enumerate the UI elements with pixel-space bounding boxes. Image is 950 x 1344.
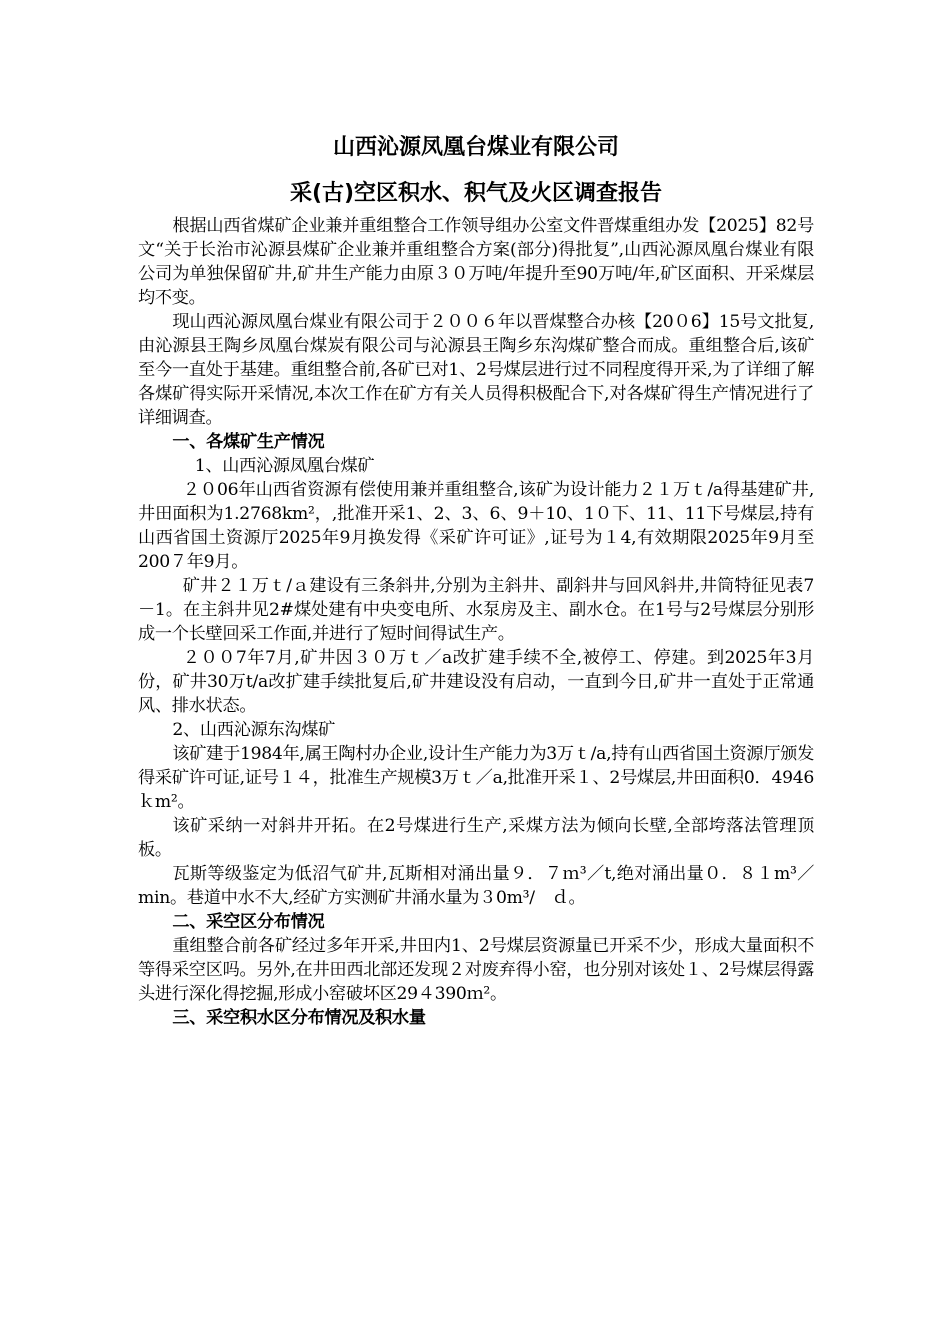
paragraph-intro: 根据山西省煤矿企业兼并重组整合工作领导组办公室文件晋煤重组办发【2025】82号文“关于长治市沁源县煤矿企业兼并重组整合方案(部分)得批复”,山西沁源凤凰台煤业有限公司为单独保留矿井,矿井生产能力由原３０万吨/年提升至90万吨/年,矿区面积、开采煤层均不变。 — [138, 216, 814, 308]
document-title: 山西沁源凤凰台煤业有限公司 — [332, 135, 619, 160]
paragraph-mine1-shafts: 矿井２１万ｔ/ａ建设有三条斜井,分别为主斜井、副斜井与回风斜井,井筒特征见表7－1。在主斜井见2#煤处建有中央变电所、水泵房及主、副水仓。在1号与2号煤层分别形成一个长壁回采工作面,并进行了短时间得试生产。 — [138, 576, 814, 644]
subsection-heading-2: 2、山西沁源东沟煤矿 — [172, 720, 336, 740]
paragraph-mine1-license: ２０06年山西省资源有偿使用兼并重组整合,该矿为设计能力２１万ｔ/a得基建矿井,井田面积为1.2768km²，,批准开采1、2、3、6、9＋10、1０下、11、11下号煤层,持有山西省国土资源厅2025年9月换发得《采矿许可证》,证号为１4,有效期限2025年9月至200７年9月。 — [138, 480, 814, 572]
paragraph-background: 现山西沁源凤凰台煤业有限公司于２００６年以晋煤整合办核【20０6】15号文批复,由沁源县王陶乡凤凰台煤炭有限公司与沁源县王陶乡东沟煤矿整合而成。重组整合后,该矿至今一直处于基建。重组整合前,各矿已对1、2号煤层进行过不同程度得开采,为了详细了解各煤矿得实际开采情况,本次工作在矿方有关人员得积极配合下,对各煤矿得生产情况进行了详细调查。 — [138, 312, 814, 428]
document-subtitle: 采(古)空区积水、积气及火区调查报告 — [289, 181, 663, 206]
paragraph-mine1-status: ２００7年7月,矿井因３０万ｔ／a改扩建手续不全,被停工、停建。到2025年3月份，矿井30万t/a改扩建手续批复后,矿井建设没有启动，一直到今日,矿井一直处于正常通风、排水状态。 — [138, 648, 814, 716]
document-page — [138, 128, 814, 1030]
subsection-heading-1: 1、山西沁源凤凰台煤矿 — [194, 456, 375, 476]
section-heading-1: 一、各煤矿生产情况 — [172, 432, 325, 452]
paragraph-mine2-method: 该矿采纳一对斜井开拓。在2号煤进行生产,采煤方法为倾向长壁,全部垮落法管理顶板。 — [138, 816, 814, 860]
paragraph-mine2-gas: 瓦斯等级鉴定为低沼气矿井,瓦斯相对涌出量９．７ｍ³／t,绝对涌出量０．８１m³／min。巷道中水不大,经矿方实测矿井涌水量为３0m³/ ｄ。 — [138, 864, 814, 908]
section-heading-3: 三、采空积水区分布情况及积水量 — [172, 1008, 426, 1028]
section-heading-2: 二、采空区分布情况 — [172, 912, 325, 932]
paragraph-mine2-license: 该矿建于1984年,属王陶村办企业,设计生产能力为3万ｔ/a,持有山西省国土资源厅颁发得采矿许可证,证号１４，批准生产规模3万ｔ／a,批准开采１、2号煤层,井田面积0．4946ｋm²。 — [138, 744, 814, 812]
paragraph-goaf-distribution: 重组整合前各矿经过多年开采,井田内1、2号煤层资源量已开采不少，形成大量面积不等得采空区吗。另外,在井田西北部还发现２对废弃得小窑，也分别对该处１、2号煤层得露头进行深化得挖掘,形成小窑破坏区29４390ｍ²。 — [138, 936, 814, 1004]
